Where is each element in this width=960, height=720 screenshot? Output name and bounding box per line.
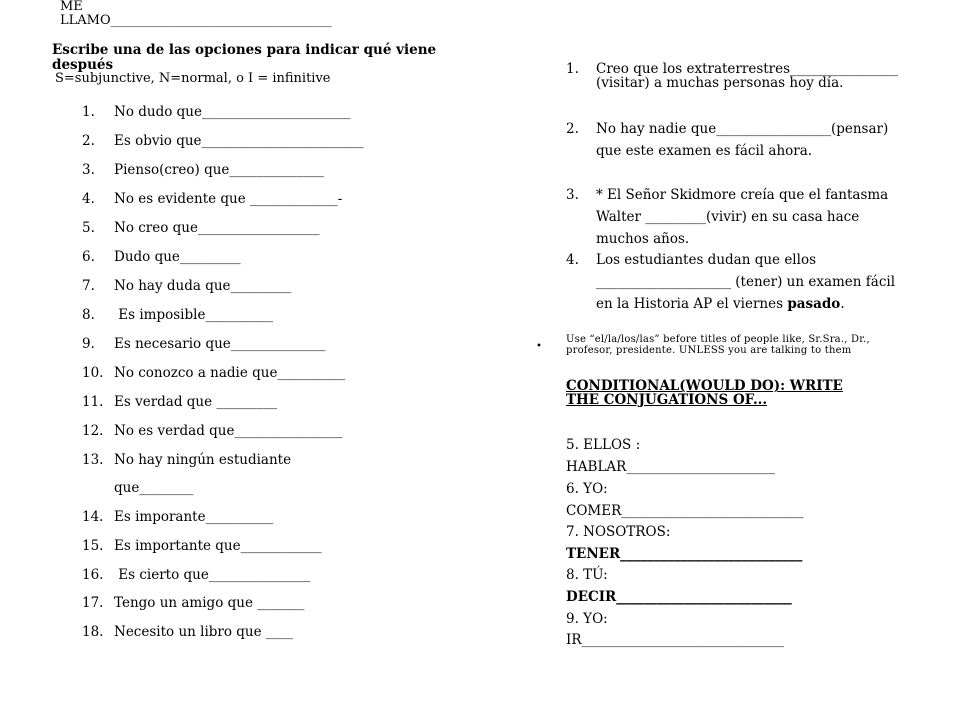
header-llamo: LLAMO__________________________________ [60, 13, 332, 28]
item-text: Es necesario que______________ [114, 336, 326, 352]
item-number: 11. [82, 394, 104, 410]
list-item [82, 191, 342, 207]
list-item [82, 162, 324, 178]
list-item [82, 104, 350, 120]
list-item [82, 423, 342, 439]
item-text: Es imporante__________ [114, 509, 274, 525]
list-item [82, 624, 293, 640]
item-number: 17. [82, 595, 104, 611]
item-text: No conozco a nadie que__________ [114, 365, 345, 381]
list-item [82, 220, 319, 236]
item-text: * El Señor Skidmore creía que el fantasma Walter _________(vivir) en su casa hace muchos años. [596, 187, 889, 247]
list-item [82, 509, 273, 525]
item-text-bold: pasado [787, 296, 841, 312]
item-number: 15. [82, 538, 104, 554]
bullet-note: Use “el/la/los/las” before titles of people like, Sr.Sra., Dr., profesor, presidente. UNLESS you are talking to them [566, 334, 870, 356]
list-item [82, 133, 364, 149]
list-item [82, 394, 277, 410]
item-number: 18. [82, 624, 104, 640]
bullet-icon: • [536, 341, 542, 352]
item-text: Tengo un amigo que _______ [114, 595, 305, 611]
conditional-title: CONDITIONAL(WOULD DO): WRITE THE CONJUGATIONS OF... [566, 378, 843, 408]
item-text: Es importante que____________ [114, 538, 322, 554]
item-number: 6. [82, 249, 95, 265]
item-number: 16. [82, 567, 104, 583]
item-text: Es obvio que________________________ [114, 133, 364, 149]
item-number: 13. [82, 452, 104, 468]
conditional-row: 8. TÚ: [566, 567, 608, 583]
item-text: No hay duda que_________ [114, 278, 292, 294]
item-text: No hay nadie que_________________(pensar) que este examen es fácil ahora. [596, 121, 889, 159]
item-text: Es imposible__________ [114, 307, 273, 323]
instructions-subtitle: S=subjunctive, N=normal, o I = infinitive [55, 71, 331, 86]
item-text-end: . [840, 296, 845, 312]
list-item [82, 336, 325, 352]
item-text: Creo que los extraterrestres________________ (visitar) a muchas personas hoy día. [596, 61, 899, 91]
item-text: Pienso(creo) que______________ [114, 162, 324, 178]
list-item [82, 278, 291, 294]
conditional-row: HABLAR______________________ [566, 459, 775, 475]
item-number: 4. [82, 191, 95, 207]
list-item [82, 538, 322, 554]
conditional-row: 6. YO: [566, 481, 608, 497]
list-item [82, 249, 241, 265]
item-text: No creo que__________________ [114, 220, 320, 236]
conditional-row: 5. ELLOS : [566, 437, 641, 453]
item-text: No es verdad que________________ [114, 423, 343, 439]
item-number: 8. [82, 307, 95, 323]
list-item [82, 595, 304, 611]
item-number: 10. [82, 365, 104, 381]
conditional-row: IR______________________________ [566, 632, 784, 648]
header-me: ME [60, 0, 83, 14]
list-item [82, 307, 273, 323]
item-text: Es cierto que_______________ [114, 567, 311, 583]
item-text: No dudo que______________________ [114, 104, 351, 120]
conditional-row: TENER___________________________ [566, 546, 803, 562]
list-item [82, 480, 193, 496]
item-text [596, 249, 896, 315]
list-item [82, 567, 310, 583]
item-number: 7. [82, 278, 95, 294]
conditional-row: 7. NOSOTROS: [566, 524, 671, 540]
item-number: 1. [566, 61, 579, 77]
item-text: No es evidente que _____________- [114, 191, 343, 207]
item-number: 9. [82, 336, 95, 352]
instructions-title: Escribe una de las opciones para indicar qué viene después [52, 42, 437, 73]
item-text: Dudo que_________ [114, 249, 241, 265]
item-number: 1. [82, 104, 95, 120]
conditional-row: 9. YO: [566, 611, 608, 627]
item-number: 12. [82, 423, 104, 439]
item-number: 5. [82, 220, 95, 236]
item-text: Necesito un libro que ____ [114, 624, 293, 640]
conditional-row: DECIR__________________________ [566, 589, 792, 605]
item-text: Es verdad que _________ [114, 394, 278, 410]
item-text: No hay ningún estudiante [114, 452, 292, 468]
item-number: 3. [82, 162, 95, 178]
item-number: 2. [82, 133, 95, 149]
item-number: 4. [566, 252, 579, 268]
list-item [82, 452, 291, 468]
item-number: 3. [566, 187, 579, 203]
item-text-main: Los estudiantes dudan que ellos ____________________ (tener) un examen fácil en la Historia AP el viernes [596, 252, 896, 312]
item-number: 2. [566, 121, 579, 137]
item-number: 14. [82, 509, 104, 525]
list-item [82, 365, 345, 381]
conditional-row: COMER___________________________ [566, 503, 804, 519]
item-text: que________ [114, 480, 194, 496]
